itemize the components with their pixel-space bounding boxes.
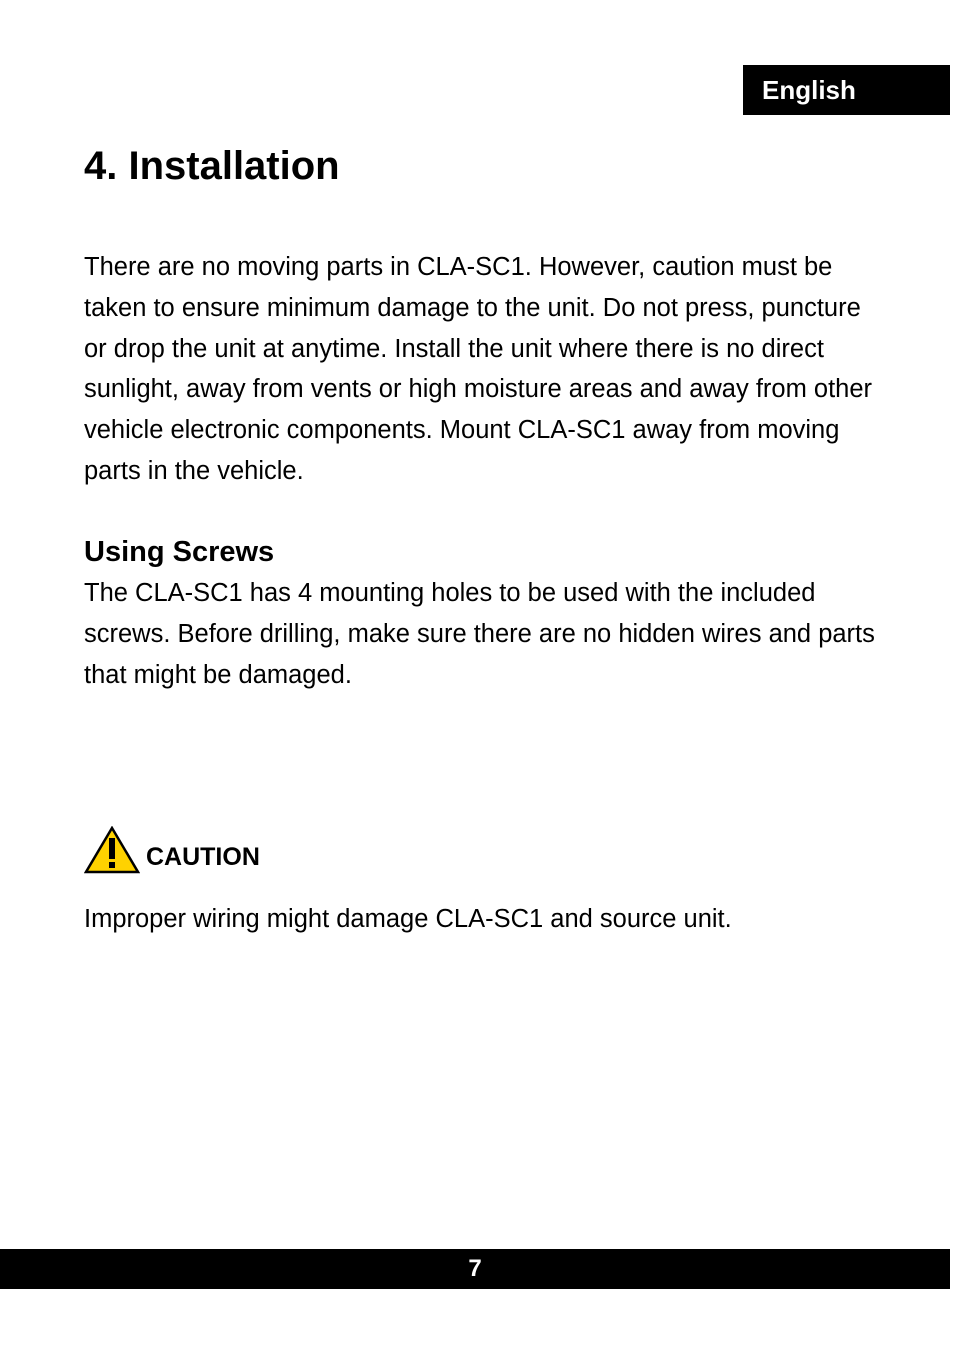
language-tab: English [743,65,950,115]
caution-label: CAUTION [146,843,260,871]
warning-triangle-icon [84,826,140,874]
caution-header [84,826,260,874]
page-title: 4. Installation [84,144,340,188]
using-screws-heading: Using Screws [84,536,275,568]
intro-paragraph: There are no moving parts in CLA-SC1. However, caution must be taken to ensure minimum damage to the unit. Do not press, puncture or drop the unit at anytime. Install the unit where there is no direct sunlight, away from vents or high moisture areas and away from other vehicle electronic components. Mount CLA-SC1 away from moving parts in the vehicle. [84,253,873,485]
page-number: 7 [0,1249,950,1289]
caution-text: Improper wiring might damage CLA-SC1 and source unit. [84,905,732,933]
using-screws-paragraph: The CLA-SC1 has 4 mounting holes to be used with the included screws. Before drilling, make sure there are no hidden wires and parts that might be damaged. [84,579,875,689]
